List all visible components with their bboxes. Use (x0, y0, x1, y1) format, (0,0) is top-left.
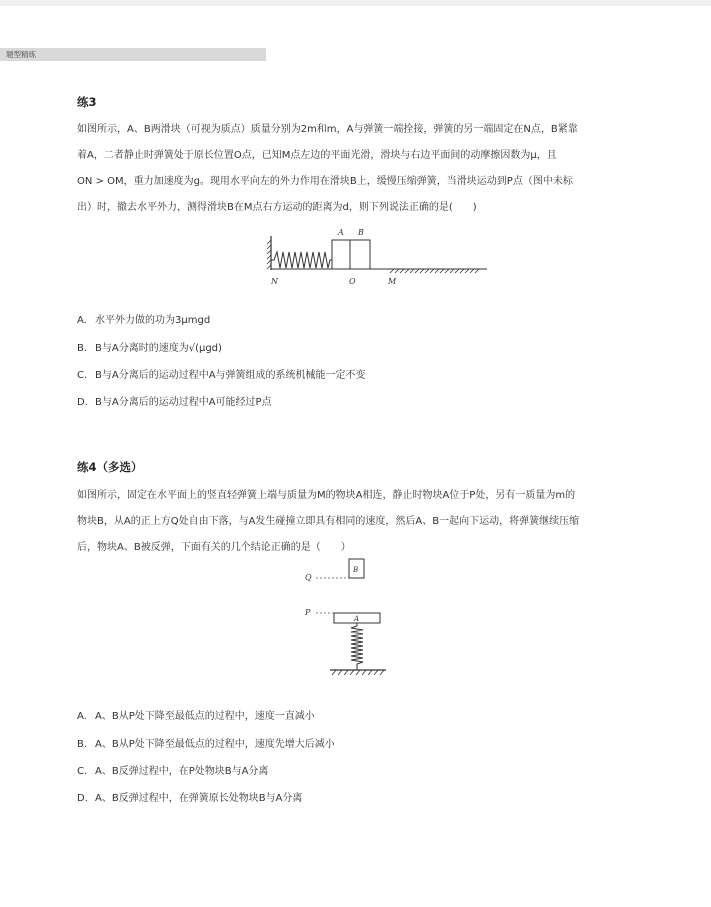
label-b: B (358, 228, 364, 237)
q4-stem-line: 物块B，从A的正上方Q处自由下落，与A发生碰撞立即具有相同的速度，然后A、B一起向下运动，将弹簧继续压缩 (77, 516, 580, 527)
option-label: A. (77, 315, 87, 326)
option-text: B与A分离后的运动过程中A与弹簧组成的系统机械能一定不变 (95, 370, 366, 381)
q3-spring-figure (262, 222, 492, 288)
q3-stem-line: 出）时，撤去水平外力，测得滑块B在M点右方运动的距离为d，则下列说法正确的是( ) (77, 202, 477, 213)
section-label: 题型精练 (6, 50, 36, 59)
option-text: B与A分离后的运动过程中A可能经过P点 (95, 397, 272, 408)
q3-title: 练3 (77, 95, 97, 109)
q3-stem-line: 如图所示，A、B两滑块（可视为质点）质量分别为2m和m，A与弹簧一端拴接，弹簧的另一端固定在N点，B紧靠 (77, 124, 578, 135)
label-q: Q (305, 573, 312, 582)
label-a: A (354, 615, 360, 623)
option-text: 水平外力做的功为3μmgd (95, 315, 211, 326)
label-m: M (388, 277, 397, 286)
option-text: A、B反弹过程中，在弹簧原长处物块B与A分离 (95, 793, 303, 804)
wall-hatch (267, 240, 271, 269)
q4-stem-line: 如图所示，固定在水平面上的竖直轻弹簧上端与质量为M的物块A相连，静止时物块A位于P处，另有一质量为m的 (77, 490, 576, 501)
option-text: B与A分离时的速度为√(μgd) (95, 343, 222, 354)
q4-stem-line: 后，物块A、B被反弹，下面有关的几个结论正确的是（ ） (77, 542, 351, 553)
q4-stem (77, 483, 637, 561)
q3-stem (77, 117, 637, 221)
q4-option-c[interactable] (77, 762, 268, 777)
option-text: A、B反弹过程中，在P处物块B与A分离 (95, 766, 269, 777)
section-header (0, 48, 266, 61)
option-label: B. (77, 343, 88, 354)
q4-title: 练4（多选） (77, 460, 143, 474)
label-b: B (353, 566, 359, 574)
option-label: B. (77, 739, 88, 750)
option-label: D. (77, 793, 88, 804)
label-a: A (338, 228, 344, 237)
q3-stem-line: ON > OM，重力加速度为g。现用水平向左的外力作用在滑块B上，缓慢压缩弹簧，当滑块运动到P点（图中未标 (77, 176, 573, 187)
ground-hatch (332, 670, 384, 675)
option-label: C. (77, 766, 88, 777)
q3-option-a[interactable] (77, 311, 210, 326)
rough-surface-hatch (390, 269, 479, 273)
spring-zigzag (271, 252, 332, 268)
option-label: A. (77, 711, 87, 722)
q4-option-b[interactable] (77, 735, 335, 750)
option-label: D. (77, 397, 88, 408)
option-label: C. (77, 370, 88, 381)
q3-option-d[interactable] (77, 393, 272, 408)
option-text: A、B从P处下降至最低点的过程中，速度一直减小 (95, 711, 315, 722)
q3-option-b[interactable] (77, 339, 222, 354)
label-p: P (305, 608, 311, 617)
q4-option-d[interactable] (77, 789, 302, 804)
top-bar (0, 0, 711, 6)
spring-zigzag (351, 626, 363, 664)
q3-option-c[interactable] (77, 366, 366, 381)
q4-vertical-spring-figure (300, 557, 390, 679)
block-b (350, 240, 370, 269)
label-o: O (349, 277, 356, 286)
block-a (332, 240, 350, 269)
label-n: N (271, 277, 278, 286)
q4-option-a[interactable] (77, 707, 315, 722)
option-text: A、B从P处下降至最低点的过程中，速度先增大后减小 (95, 739, 335, 750)
q3-stem-line: 着A，二者静止时弹簧处于原长位置O点，已知M点左边的平面光滑，滑块与右边平面间的动摩擦因数为μ，且 (77, 150, 557, 161)
